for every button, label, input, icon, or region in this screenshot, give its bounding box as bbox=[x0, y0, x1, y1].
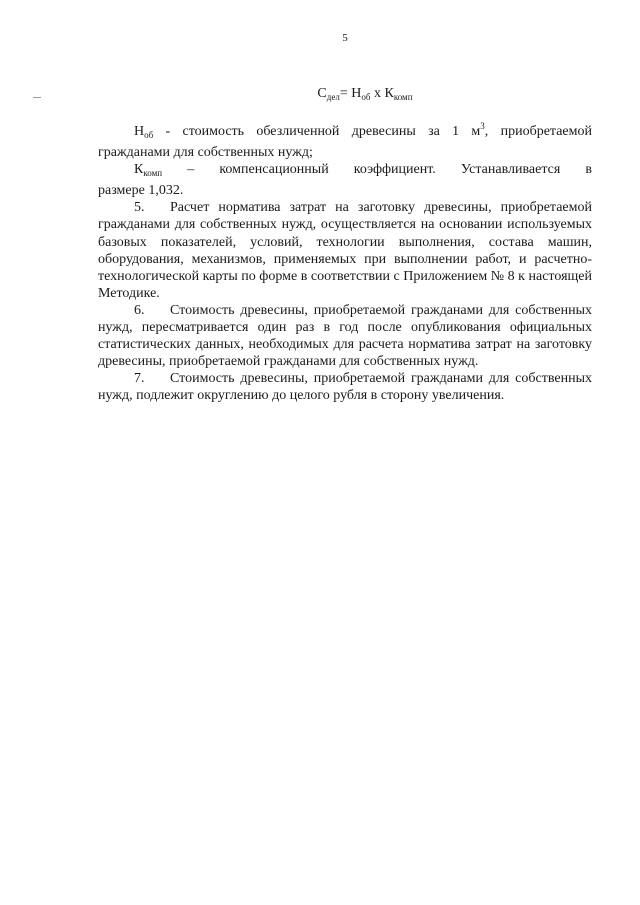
list-item bbox=[98, 199, 592, 302]
body-text bbox=[98, 118, 592, 405]
formula-c-symbol: С bbox=[317, 86, 327, 101]
kkomp-text-line1: – компенсационный коэффициент. Устанавливается в bbox=[162, 162, 592, 178]
nob-text-before: - стоимость обезличенной древесины за 1 м bbox=[153, 124, 481, 139]
formula-times: х bbox=[373, 86, 381, 101]
page-number: 5 bbox=[342, 32, 348, 44]
kkomp-text-line2: размере 1,032. bbox=[98, 183, 184, 199]
item-text: Стоимость древесины, приобретаемой гражданами для собственных нужд, пересматривается один раз в год после опубликования официальных статистических данных, необходимых для расчета норматива затрат на заготовку древесины, приобретаемой гражданами для собственных нужд. bbox=[98, 302, 592, 370]
item-number: 6. bbox=[134, 302, 145, 318]
item-text: Стоимость древесины, приобретаемой гражданами для собственных нужд, подлежит округлению до целого рубля в сторону увеличения. bbox=[98, 371, 592, 404]
formula-k-subscript: комп bbox=[393, 92, 413, 102]
formula-c-subscript: дел bbox=[326, 92, 340, 102]
formula-h-symbol: Н bbox=[351, 86, 362, 101]
definition-kkomp-continued bbox=[98, 182, 592, 199]
kkomp-symbol: К bbox=[134, 162, 144, 178]
definition-nob bbox=[98, 118, 592, 161]
list-item bbox=[98, 370, 592, 404]
nob-symbol: Н bbox=[134, 124, 145, 139]
definition-kkomp bbox=[98, 161, 592, 182]
formula-k-symbol: К bbox=[384, 86, 394, 101]
item-text: Расчет норматива затрат на заготовку древесины, приобретаемой гражданами для собственных нужд, осуществляется на основании используемых базовых показателей, условий, технологии выполнения, состава машин, оборудования, механизмов, применяемых при выполнении работ, и расчетно-технологической карты по форме в соответствии с Приложением № 8 к настоящей Методике. bbox=[98, 200, 592, 301]
formula-h-subscript: об bbox=[361, 92, 371, 102]
formula-equals: = bbox=[339, 86, 348, 101]
nob-text-after: , приобретаемой гражданами для собственных нужд; bbox=[98, 124, 592, 161]
nob-superscript: 3 bbox=[480, 121, 485, 131]
list-item bbox=[98, 302, 592, 370]
item-number: 5. bbox=[134, 200, 145, 216]
formula bbox=[0, 86, 640, 102]
nob-subscript: об bbox=[144, 130, 154, 140]
kkomp-subscript: комп bbox=[143, 168, 163, 179]
item-number: 7. bbox=[134, 371, 145, 387]
